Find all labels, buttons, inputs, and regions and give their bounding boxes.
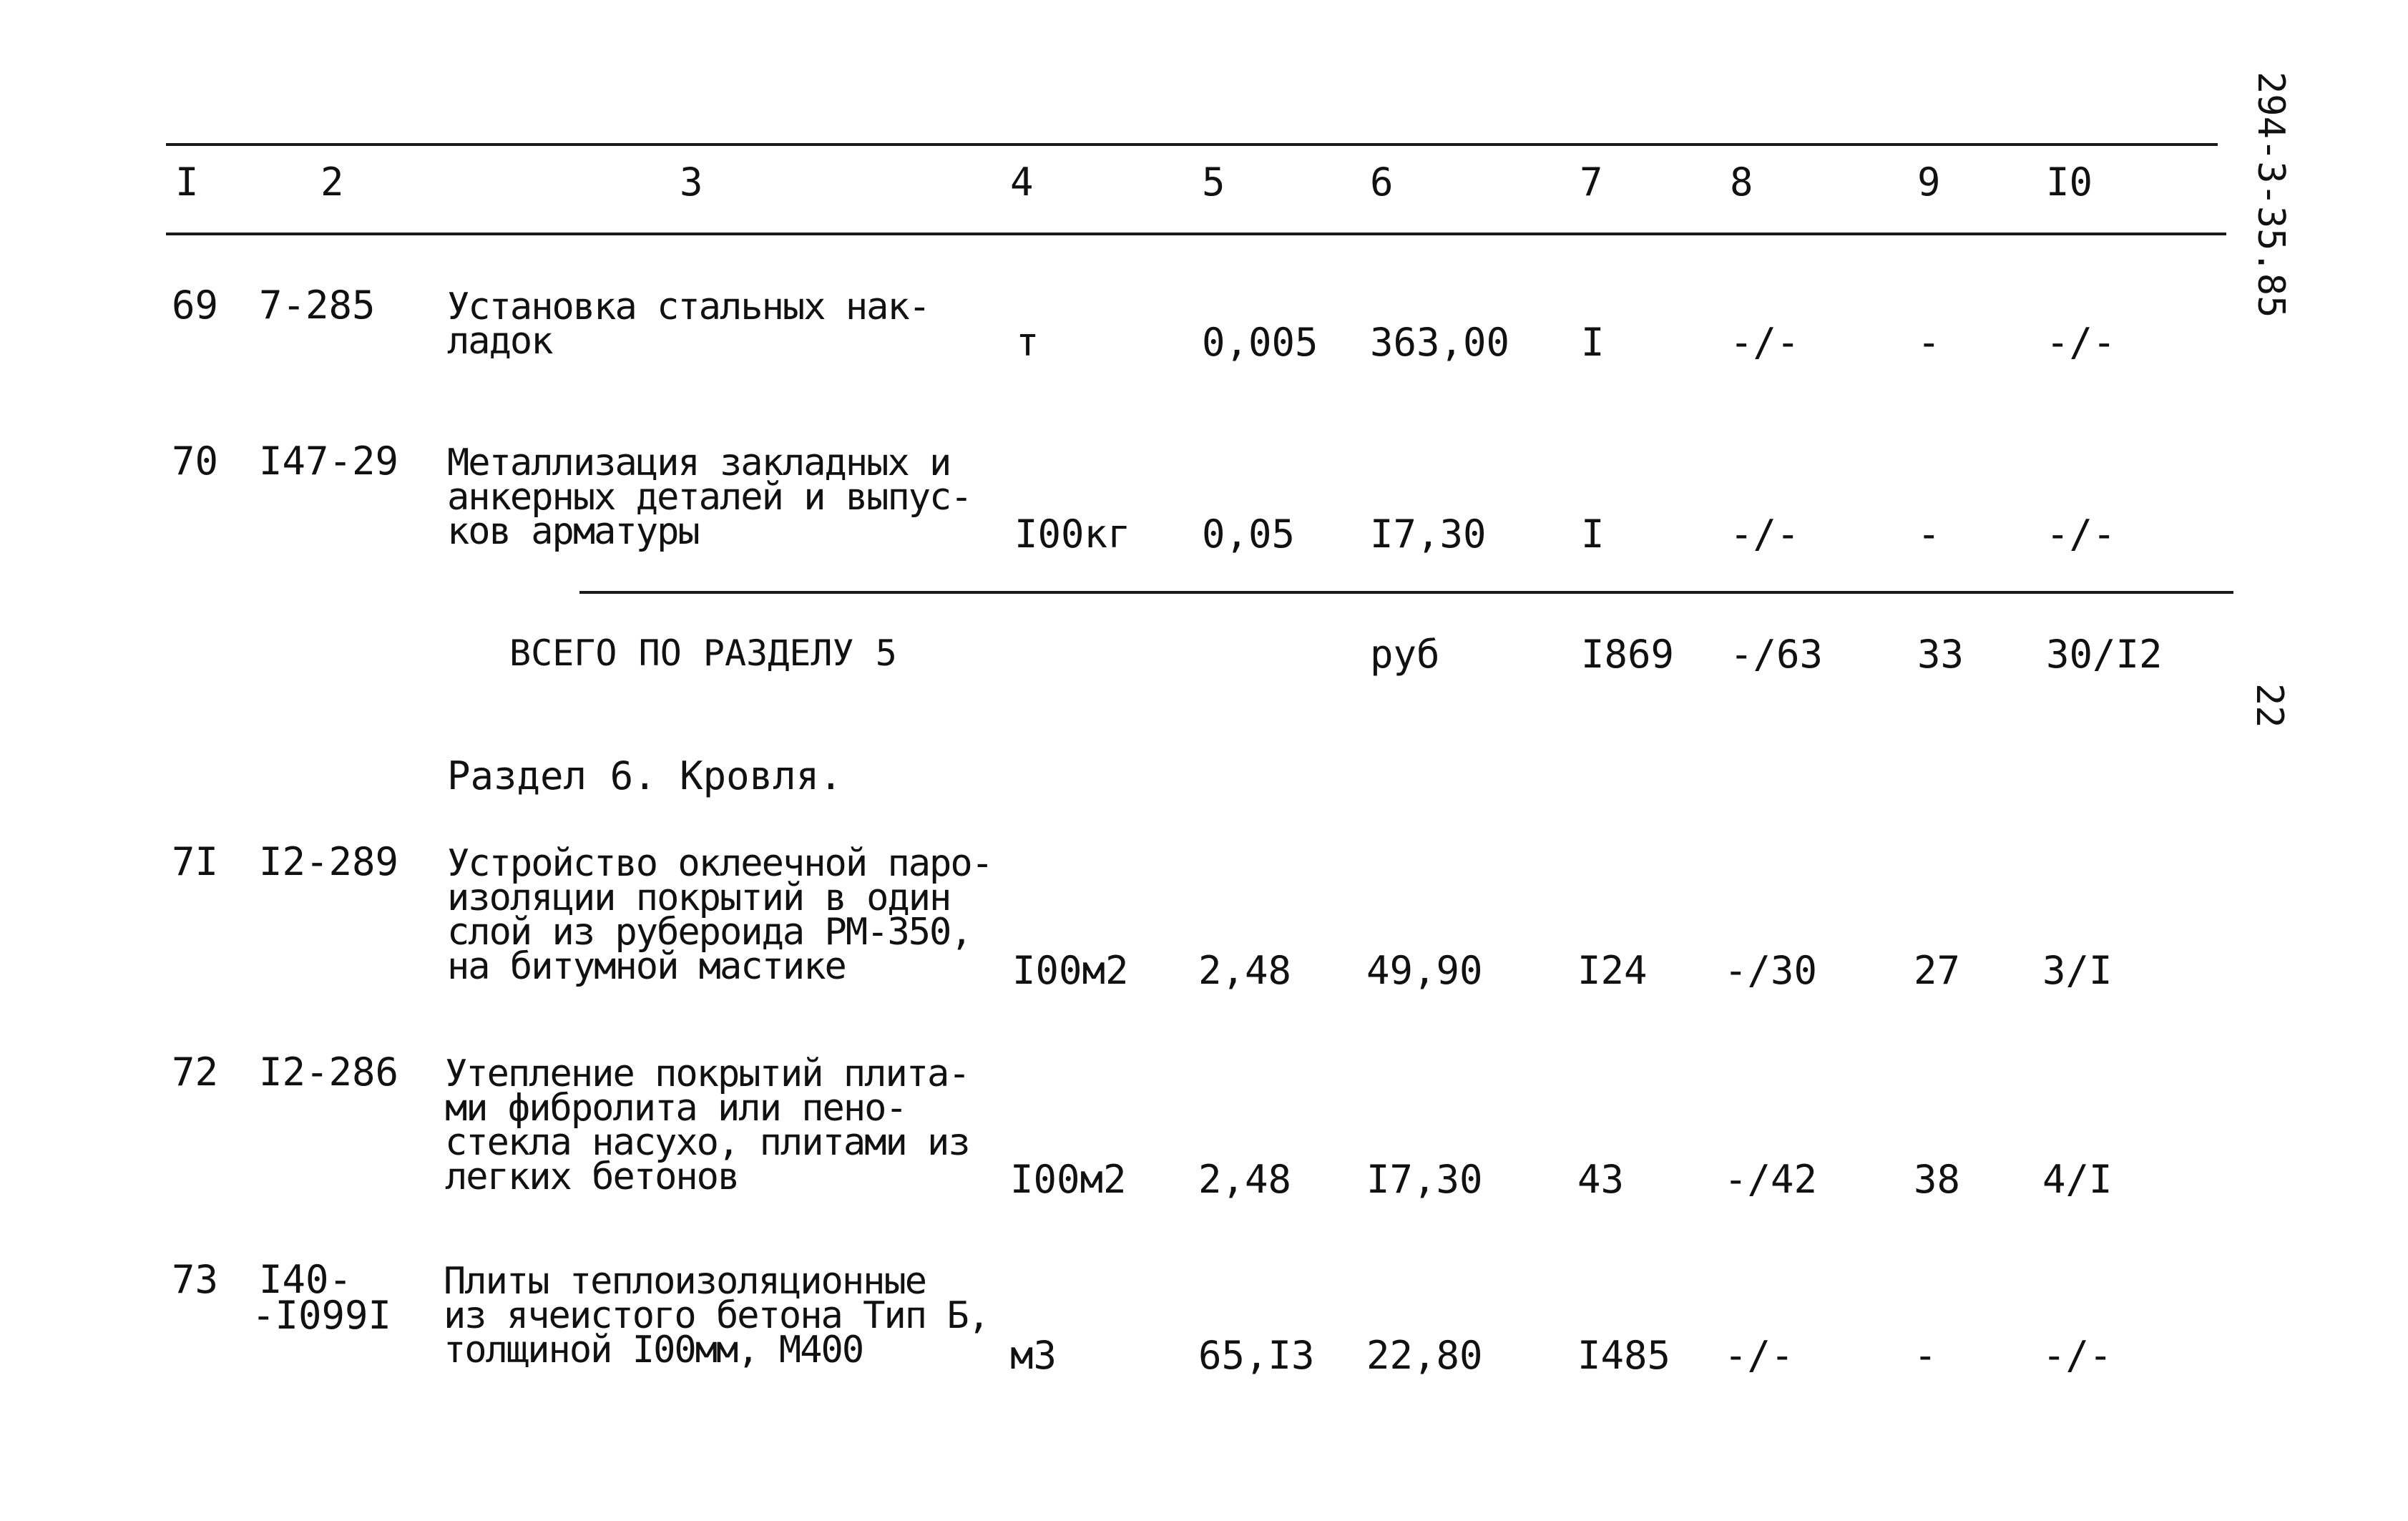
row-col8: -/-	[1724, 1333, 1794, 1378]
description-line: на битумной мастике	[447, 945, 846, 988]
column-header-10: I0	[2046, 160, 2093, 205]
row-quantity: 0,005	[1202, 320, 1318, 365]
row-description	[445, 1052, 969, 1198]
row-code: I2-289	[259, 839, 399, 884]
row-description	[447, 842, 992, 988]
row-unit: м3	[1010, 1333, 1057, 1378]
row-col8: -/30	[1724, 948, 1818, 993]
subtotal-unit: руб	[1370, 632, 1440, 677]
document-code: 294-3-35.85	[2249, 72, 2292, 318]
column-header-3: 3	[680, 160, 703, 205]
row-price: 22,80	[1366, 1333, 1483, 1378]
header-bottom-rule	[166, 233, 2226, 235]
row-col8: -/-	[1730, 320, 1800, 365]
description-line: изоляции покрытий в один	[447, 876, 951, 919]
subtotal-label: ВСЕГО ПО РАЗДЕЛУ 5	[509, 632, 897, 674]
row-unit: I00кг	[1014, 512, 1131, 557]
row-unit: I00м2	[1010, 1157, 1127, 1202]
row-code: I40-	[259, 1257, 353, 1302]
row-code: I2-286	[259, 1050, 399, 1095]
row-col10: -/-	[2046, 320, 2116, 365]
row-col10: 4/I	[2042, 1157, 2113, 1202]
row-col9: -	[1914, 1333, 1937, 1378]
row-code-continuation: -I099I	[252, 1293, 392, 1338]
row-col8: -/42	[1724, 1157, 1818, 1202]
description-line: ладок	[447, 320, 552, 363]
row-description	[447, 285, 930, 363]
description-line: Плиты теплоизоляционные	[444, 1260, 926, 1303]
column-header-2: 2	[320, 160, 344, 205]
row-number: 72	[172, 1050, 219, 1095]
column-header-4: 4	[1010, 160, 1034, 205]
subtotal-rule	[579, 591, 2233, 594]
description-line: из ячеистого бетона Тип Б,	[444, 1294, 989, 1337]
description-line: слой из рубероида РМ-350,	[447, 911, 971, 954]
row-unit: I00м2	[1012, 948, 1129, 993]
row-col9: -	[1917, 320, 1941, 365]
subtotal-col9: 33	[1917, 632, 1964, 677]
subtotal-total: I869	[1581, 632, 1675, 677]
row-quantity: 2,48	[1198, 1157, 1292, 1202]
description-line: Устройство оклеечной паро-	[447, 842, 992, 885]
row-quantity: 65,I3	[1198, 1333, 1315, 1378]
row-total: 43	[1577, 1157, 1625, 1202]
row-number: 70	[172, 439, 219, 484]
row-description	[444, 1260, 989, 1371]
description-line: Металлизация закладных и	[447, 441, 951, 484]
description-line: Утепление покрытий плита-	[445, 1052, 969, 1095]
row-code: I47-29	[259, 439, 399, 484]
row-number: 7I	[172, 839, 219, 884]
row-col8: -/-	[1730, 512, 1800, 557]
column-header-5: 5	[1202, 160, 1225, 205]
description-line: ков арматуры	[447, 510, 699, 553]
row-col9: -	[1917, 512, 1941, 557]
section-title: Раздел 6. Кровля.	[447, 753, 843, 798]
row-quantity: 2,48	[1198, 948, 1292, 993]
row-total: I	[1581, 512, 1605, 557]
row-price: 363,00	[1370, 320, 1510, 365]
row-unit: т	[1016, 320, 1039, 365]
header-top-rule	[166, 143, 2218, 146]
row-total: I	[1581, 320, 1605, 365]
subtotal-col8: -/63	[1730, 632, 1824, 677]
column-header-6: 6	[1370, 160, 1394, 205]
description-line: Установка стальных нак-	[447, 285, 930, 328]
row-price: 49,90	[1366, 948, 1483, 993]
row-number: 69	[172, 283, 219, 328]
row-col10: -/-	[2042, 1333, 2113, 1378]
row-price: I7,30	[1370, 512, 1487, 557]
column-header-9: 9	[1917, 160, 1941, 205]
description-line: анкерных деталей и выпус-	[447, 476, 971, 519]
row-col10: -/-	[2046, 512, 2116, 557]
page-number: 22	[2248, 683, 2291, 728]
row-col9: 27	[1914, 948, 1961, 993]
row-number: 73	[172, 1257, 219, 1302]
row-total: I485	[1577, 1333, 1671, 1378]
row-col10: 3/I	[2042, 948, 2113, 993]
subtotal-col10: 30/I2	[2046, 632, 2163, 677]
row-quantity: 0,05	[1202, 512, 1296, 557]
description-line: легких бетонов	[445, 1155, 739, 1198]
row-code: 7-285	[259, 283, 376, 328]
description-line: стекла насухо, плитами из	[445, 1121, 969, 1164]
column-header-8: 8	[1730, 160, 1753, 205]
description-line: ми фибролита или пено-	[445, 1087, 906, 1130]
column-header-7: 7	[1580, 160, 1603, 205]
column-header-1: I	[175, 160, 199, 205]
row-col9: 38	[1914, 1157, 1961, 1202]
row-total: I24	[1577, 948, 1648, 993]
row-price: I7,30	[1366, 1157, 1483, 1202]
description-line: толщиной I00мм, М400	[444, 1329, 863, 1371]
row-description	[447, 441, 971, 553]
